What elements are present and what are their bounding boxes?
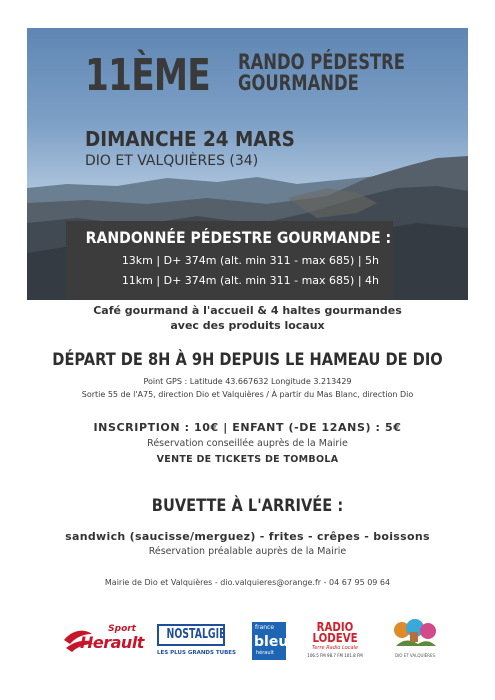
registration-price: INSCRIPTION : 10€ | ENFANT (-DE 12ANS) : 5€ — [93, 421, 402, 434]
gps-point: Point GPS : Latitude 43.667632 Longitude 3.213429 — [143, 377, 352, 386]
france-bleu-text: bleu — [254, 634, 289, 650]
event-title-line1: RANDO PÉDESTRE — [238, 50, 405, 74]
sport-herault-top: Sport — [108, 624, 136, 634]
routes-heading: RANDONNÉE PÉDESTRE GOURMANDE : — [85, 228, 392, 247]
buvette-reservation: Réservation préalable auprès de la Mairie — [148, 546, 347, 557]
sport-herault-logo — [62, 624, 142, 658]
village-label: DIO ET VALQUIÈRES — [395, 653, 435, 658]
food-line2: avec des produits locaux — [170, 319, 325, 332]
departure-heading: DÉPART DE 8H À 9H DEPUIS LE HAMEAU DE DIO — [52, 350, 443, 370]
sport-herault-text: Herault — [80, 633, 144, 652]
route-11km: 11km | D+ 374m (alt. min 311 - max 685) | 4h — [121, 274, 379, 287]
nostalgie-logo — [157, 624, 236, 660]
event-date: DIMANCHE 24 MARS — [85, 127, 295, 151]
radio-lodeve-tagline: Terre Radio Locale — [311, 645, 359, 651]
route-13km: 13km | D+ 374m (alt. min 311 - max 685) | 5h — [121, 254, 379, 267]
france-bleu-small: france — [255, 624, 275, 631]
routes-box — [66, 221, 393, 299]
event-title — [238, 52, 405, 94]
food-line1: Café gourmand à l'accueil & 4 haltes gourmandes — [93, 304, 402, 317]
nostalgie-text: NOSTALGIE — [166, 627, 226, 642]
radio-lodeve-line1: RADIO — [316, 620, 354, 634]
nostalgie-tagline: LES PLUS GRANDS TUBES — [157, 650, 236, 656]
village-emblem-icon — [392, 618, 438, 652]
france-bleu-sub: hérault — [256, 650, 274, 656]
buvette-items: sandwich (saucisse/merguez) - frites - crêpes - boissons — [65, 530, 430, 543]
radio-lodeve-freq: 106.5 FM 98.7 FM 101.8 FM — [307, 653, 363, 658]
buvette-heading: BUVETTE À L'ARRIVÉE : — [151, 496, 344, 516]
registration-advice: Réservation conseillée auprès de la Mairie — [147, 438, 348, 449]
directions: Sortie 55 de l'A75, direction Dio et Valquières / À partir du Mas Blanc, direction Dio — [81, 390, 414, 399]
contact-line: Mairie de Dio et Valquières - dio.valquieres@orange.fr - 04 67 95 09 64 — [104, 578, 391, 587]
event-title-line2: GOURMANDE — [238, 71, 359, 95]
france-bleu-logo — [252, 622, 289, 660]
radio-lodeve-logo — [306, 622, 364, 662]
tombola: VENTE DE TICKETS DE TOMBOLA — [156, 454, 339, 465]
village-logo — [392, 618, 438, 662]
event-place: DIO ET VALQUIÈRES (34) — [85, 153, 259, 169]
radio-lodeve-line2: LODEVE — [312, 631, 358, 645]
edition-title: 11ÈME — [85, 50, 210, 101]
